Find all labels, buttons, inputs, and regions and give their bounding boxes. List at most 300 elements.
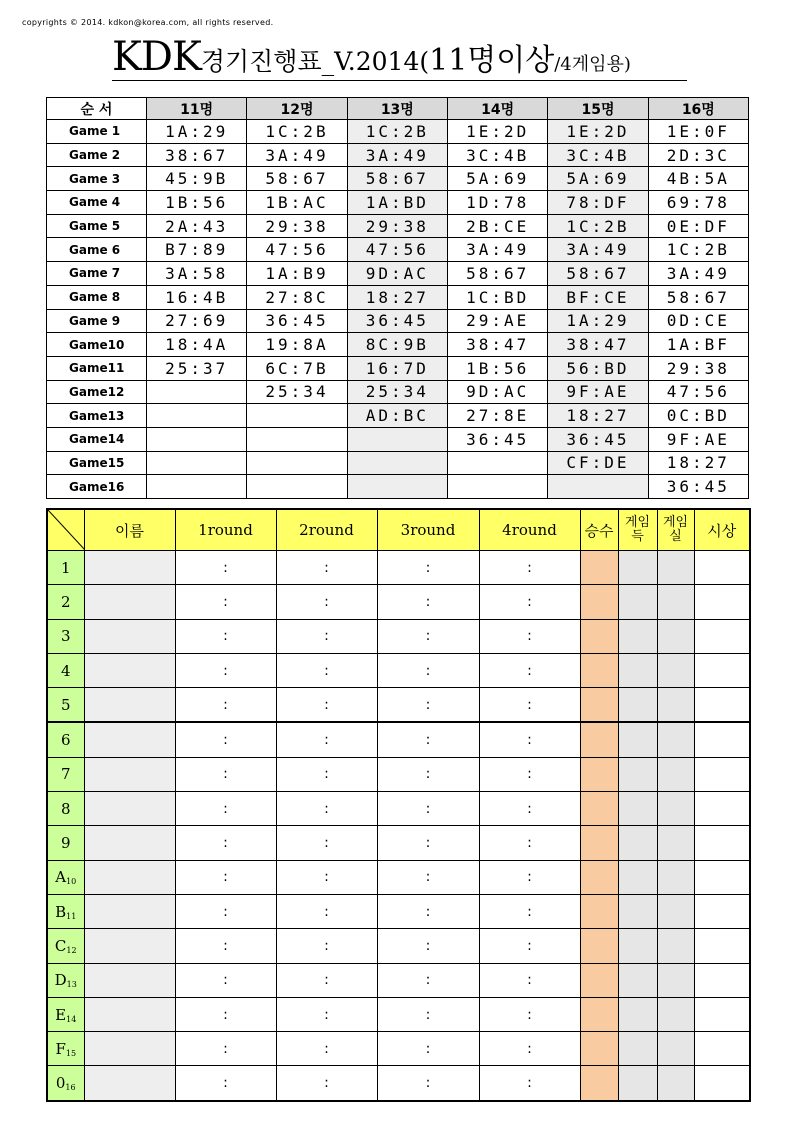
match-cell: 16:7D [347, 356, 447, 380]
match-cell: BF:CE [548, 285, 648, 309]
player-number-main: 0 [55, 1074, 66, 1093]
award-field[interactable] [694, 997, 750, 1031]
wins-field[interactable] [580, 826, 618, 860]
games-won-field[interactable] [618, 792, 657, 826]
match-cell [247, 427, 347, 451]
match-cell: 1B:AC [247, 191, 347, 215]
diagonal-corner-cell [47, 509, 84, 551]
player-name-field[interactable] [84, 860, 175, 894]
player-row [47, 619, 750, 653]
match-cell: 18:4A [147, 333, 247, 357]
games-won-field[interactable] [618, 860, 657, 894]
schedule-header-12: 12명 [247, 98, 347, 120]
player-number-sub: 13 [66, 980, 77, 990]
player-name-field[interactable] [84, 1066, 175, 1101]
player-number-main: F [55, 1039, 66, 1058]
games-won-field[interactable] [618, 757, 657, 791]
player-name-field[interactable] [84, 792, 175, 826]
award-field[interactable] [694, 653, 750, 687]
player-name-field[interactable] [84, 894, 175, 928]
player-number [47, 1066, 84, 1101]
round-score-field[interactable]: : [276, 792, 377, 826]
game-label: Game 9 [47, 309, 147, 333]
round-score-field[interactable]: : [175, 792, 276, 826]
round-score-field[interactable]: : [377, 757, 479, 791]
award-field[interactable] [694, 722, 750, 757]
award-field[interactable] [694, 963, 750, 997]
games-lost-field[interactable] [657, 826, 694, 860]
player-name-field[interactable] [84, 653, 175, 687]
round-score-field[interactable]: : [175, 757, 276, 791]
match-cell [347, 451, 447, 475]
match-cell: 58:67 [347, 167, 447, 191]
schedule-header-row [47, 98, 749, 120]
player-number [47, 722, 84, 757]
match-cell: CF:DE [548, 451, 648, 475]
match-cell [447, 475, 547, 499]
match-cell: 36:45 [648, 475, 748, 499]
player-number [47, 826, 84, 860]
games-lost-field[interactable] [657, 963, 694, 997]
round-score-field[interactable]: : [479, 653, 580, 687]
round-score-field[interactable]: : [377, 963, 479, 997]
match-cell: 2A:43 [147, 214, 247, 238]
match-cell: 1B:56 [147, 191, 247, 215]
match-cell: 56:BD [548, 356, 648, 380]
game-label: Game 1 [47, 120, 147, 144]
match-cell: 58:67 [648, 285, 748, 309]
games-won-field[interactable] [618, 894, 657, 928]
match-cell: 1B:56 [447, 356, 547, 380]
round-score-field[interactable]: : [479, 722, 580, 757]
round-score-field[interactable]: : [276, 894, 377, 928]
match-cell: 19:8A [247, 333, 347, 357]
round-score-field[interactable]: : [175, 894, 276, 928]
round-score-field[interactable]: : [175, 929, 276, 963]
round-score-field[interactable]: : [377, 585, 479, 619]
round-score-field[interactable]: : [377, 929, 479, 963]
title-main: 경기진행표_V.2014( [200, 47, 430, 76]
round-score-field[interactable]: : [479, 619, 580, 653]
round-score-field[interactable]: : [479, 551, 580, 585]
games-won-field[interactable] [618, 1032, 657, 1066]
match-cell: 29:38 [648, 356, 748, 380]
match-cell: 1A:29 [147, 120, 247, 144]
player-number-sub: 15 [65, 1048, 77, 1058]
player-number-sub: 11 [66, 911, 77, 921]
schedule-row [47, 380, 749, 404]
header-games-lost-top: 게임 [662, 515, 689, 530]
match-cell: 38:47 [548, 333, 648, 357]
award-field[interactable] [694, 585, 750, 619]
games-won-field[interactable] [618, 653, 657, 687]
schedule-row [47, 404, 749, 428]
schedule-row [47, 238, 749, 262]
title-kdk: KDK [112, 34, 201, 80]
round-score-field[interactable]: : [276, 1066, 377, 1101]
award-field[interactable] [694, 1032, 750, 1066]
games-lost-field[interactable] [657, 688, 694, 723]
wins-field[interactable] [580, 653, 618, 687]
award-field[interactable] [694, 688, 750, 723]
copyright-notice: copyrights © 2014. kdkon@korea.com, all rights reserved. [22, 18, 274, 27]
match-cell: 1A:BD [347, 191, 447, 215]
header-games-won-bottom: 득 [631, 529, 644, 544]
player-number [47, 997, 84, 1031]
match-cell: 1C:2B [347, 120, 447, 144]
round-score-field[interactable]: : [479, 826, 580, 860]
match-cell: 47:56 [347, 238, 447, 262]
award-field[interactable] [694, 894, 750, 928]
player-number-main: 2 [60, 592, 71, 611]
player-number-main: 3 [60, 627, 71, 646]
schedule-row [47, 262, 749, 286]
score-header-row [47, 509, 750, 551]
games-won-field[interactable] [618, 826, 657, 860]
game-label: Game12 [47, 380, 147, 404]
player-name-field[interactable] [84, 1032, 175, 1066]
match-cell: 8C:9B [347, 333, 447, 357]
player-number-main: 5 [60, 695, 71, 714]
wins-field[interactable] [580, 757, 618, 791]
match-cell: 3A:58 [147, 262, 247, 286]
match-cell [147, 427, 247, 451]
round-score-field[interactable]: : [276, 757, 377, 791]
player-name-field[interactable] [84, 826, 175, 860]
game-label: Game11 [47, 356, 147, 380]
award-field[interactable] [694, 929, 750, 963]
round-score-field[interactable]: : [479, 963, 580, 997]
games-won-field[interactable] [618, 688, 657, 723]
wins-field[interactable] [580, 585, 618, 619]
round-score-field[interactable]: : [377, 1066, 479, 1101]
round-score-field[interactable]: : [175, 585, 276, 619]
schedule-row [47, 143, 749, 167]
round-score-field[interactable]: : [276, 826, 377, 860]
round-score-field[interactable]: : [479, 997, 580, 1031]
round-score-field[interactable]: : [377, 551, 479, 585]
match-cell: 9D:AC [347, 262, 447, 286]
match-cell: 4B:5A [648, 167, 748, 191]
player-number [47, 757, 84, 791]
game-label: Game 2 [47, 143, 147, 167]
wins-field[interactable] [580, 860, 618, 894]
round-score-field[interactable]: : [276, 722, 377, 757]
round-score-field[interactable]: : [479, 929, 580, 963]
player-number [47, 894, 84, 928]
schedule-row [47, 167, 749, 191]
schedule-row [47, 333, 749, 357]
award-field[interactable] [694, 757, 750, 791]
round-score-field[interactable]: : [377, 997, 479, 1031]
player-row [47, 860, 750, 894]
header-name: 이름 [84, 509, 175, 551]
schedule-row [47, 356, 749, 380]
wins-field[interactable] [580, 619, 618, 653]
award-field[interactable] [694, 619, 750, 653]
game-label: Game 7 [47, 262, 147, 286]
player-number [47, 792, 84, 826]
schedule-header-11: 11명 [147, 98, 247, 120]
game-label: Game 8 [47, 285, 147, 309]
schedule-row [47, 427, 749, 451]
player-number-main: 1 [60, 558, 71, 577]
round-score-field[interactable]: : [479, 585, 580, 619]
player-number [47, 1032, 84, 1066]
match-cell: 1C:2B [648, 238, 748, 262]
wins-field[interactable] [580, 963, 618, 997]
player-row [47, 963, 750, 997]
match-cell: 29:38 [247, 214, 347, 238]
game-label: Game14 [47, 427, 147, 451]
header-wins: 승수 [580, 509, 618, 551]
player-name-field[interactable] [84, 757, 175, 791]
header-round-2: 2round [276, 509, 377, 551]
games-won-field[interactable] [618, 619, 657, 653]
round-score-field[interactable]: : [175, 963, 276, 997]
round-score-field[interactable]: : [276, 997, 377, 1031]
wins-field[interactable] [580, 929, 618, 963]
schedule-header-16: 16명 [648, 98, 748, 120]
round-score-field[interactable]: : [479, 860, 580, 894]
player-name-field[interactable] [84, 997, 175, 1031]
round-score-field[interactable]: : [175, 826, 276, 860]
games-won-field[interactable] [618, 963, 657, 997]
match-cell: 36:45 [347, 309, 447, 333]
schedule-row [47, 120, 749, 144]
match-cell [247, 475, 347, 499]
match-cell [147, 404, 247, 428]
round-score-field[interactable]: : [175, 1032, 276, 1066]
header-round-3: 3round [377, 509, 479, 551]
match-cell: 27:69 [147, 309, 247, 333]
round-score-field[interactable]: : [377, 792, 479, 826]
wins-field[interactable] [580, 722, 618, 757]
round-score-field[interactable]: : [175, 688, 276, 723]
wins-field[interactable] [580, 792, 618, 826]
match-cell: 29:38 [347, 214, 447, 238]
schedule-row [47, 475, 749, 499]
award-field[interactable] [694, 792, 750, 826]
round-score-field[interactable]: : [175, 860, 276, 894]
player-number-main: 6 [60, 731, 71, 750]
match-cell: 1A:BF [648, 333, 748, 357]
game-label: Game 4 [47, 191, 147, 215]
player-row [47, 722, 750, 757]
player-name-field[interactable] [84, 619, 175, 653]
match-cell: 16:4B [147, 285, 247, 309]
round-score-field[interactable]: : [377, 688, 479, 723]
match-cell: 29:AE [447, 309, 547, 333]
player-number [47, 653, 84, 687]
player-number-main: 7 [60, 765, 71, 784]
wins-field[interactable] [580, 551, 618, 585]
round-score-field[interactable]: : [276, 963, 377, 997]
match-cell: 27:8E [447, 404, 547, 428]
round-score-field[interactable]: : [175, 551, 276, 585]
round-score-field[interactable]: : [479, 894, 580, 928]
round-score-field[interactable]: : [479, 1066, 580, 1101]
round-score-field[interactable]: : [276, 1032, 377, 1066]
round-score-field[interactable]: : [276, 551, 377, 585]
round-score-field[interactable]: : [377, 619, 479, 653]
game-label: Game13 [47, 404, 147, 428]
round-score-field[interactable]: : [276, 860, 377, 894]
games-lost-field[interactable] [657, 860, 694, 894]
games-won-field[interactable] [618, 722, 657, 757]
games-lost-field[interactable] [657, 551, 694, 585]
player-name-field[interactable] [84, 585, 175, 619]
match-cell: 1A:B9 [247, 262, 347, 286]
match-cell: 36:45 [548, 427, 648, 451]
match-cell [147, 451, 247, 475]
header-games-won-top: 게임 [624, 515, 651, 530]
match-cell: 3A:49 [548, 238, 648, 262]
title-players: 11명이상 [429, 43, 555, 78]
match-cell: 0E:DF [648, 214, 748, 238]
games-lost-field[interactable] [657, 1032, 694, 1066]
round-score-field[interactable]: : [377, 826, 479, 860]
player-name-field[interactable] [84, 551, 175, 585]
header-games-lost-bottom: 실 [669, 529, 682, 544]
games-lost-field[interactable] [657, 929, 694, 963]
player-number [47, 688, 84, 723]
games-lost-field[interactable] [657, 653, 694, 687]
round-score-field[interactable]: : [175, 619, 276, 653]
match-cell [247, 404, 347, 428]
schedule-row [47, 451, 749, 475]
match-cell: 38:67 [147, 143, 247, 167]
player-name-field[interactable] [84, 963, 175, 997]
match-cell: 3C:4B [548, 143, 648, 167]
wins-field[interactable] [580, 688, 618, 723]
match-cell: 1D:78 [447, 191, 547, 215]
score-sheet-table [46, 508, 751, 1102]
schedule-header-order: 순 서 [47, 98, 147, 120]
match-cell: 3C:4B [447, 143, 547, 167]
round-score-field[interactable]: : [377, 722, 479, 757]
match-cell: 9F:AE [648, 427, 748, 451]
header-award: 시상 [694, 509, 750, 551]
games-lost-field[interactable] [657, 585, 694, 619]
games-lost-field[interactable] [657, 722, 694, 757]
match-cell: 78:DF [548, 191, 648, 215]
round-score-field[interactable]: : [276, 688, 377, 723]
player-number [47, 929, 84, 963]
match-cell: 3A:49 [247, 143, 347, 167]
match-cell: 18:27 [347, 285, 447, 309]
player-number-main: A [55, 868, 67, 887]
match-cell: 25:37 [147, 356, 247, 380]
game-label: Game 5 [47, 214, 147, 238]
wins-field[interactable] [580, 1032, 618, 1066]
match-cell: 1C:2B [548, 214, 648, 238]
player-number-sub: 16 [65, 1083, 76, 1093]
award-field[interactable] [694, 860, 750, 894]
award-field[interactable] [694, 826, 750, 860]
round-score-field[interactable]: : [276, 653, 377, 687]
round-score-field[interactable]: : [479, 688, 580, 723]
schedule-table [46, 97, 749, 499]
games-won-field[interactable] [618, 929, 657, 963]
wins-field[interactable] [580, 894, 618, 928]
games-lost-field[interactable] [657, 792, 694, 826]
match-cell: 18:27 [648, 451, 748, 475]
round-score-field[interactable]: : [276, 585, 377, 619]
match-cell: 1A:29 [548, 309, 648, 333]
round-score-field[interactable]: : [276, 929, 377, 963]
games-lost-field[interactable] [657, 619, 694, 653]
player-number-main: D [54, 971, 67, 990]
round-score-field[interactable]: : [479, 1032, 580, 1066]
wins-field[interactable] [580, 1066, 618, 1101]
match-cell: 1E:2D [447, 120, 547, 144]
diagonal-line-icon [48, 510, 85, 550]
round-score-field[interactable]: : [175, 653, 276, 687]
games-lost-field[interactable] [657, 894, 694, 928]
match-cell: 9D:AC [447, 380, 547, 404]
games-lost-field[interactable] [657, 997, 694, 1031]
schedule-header-15: 15명 [548, 98, 648, 120]
match-cell: 0D:CE [648, 309, 748, 333]
round-score-field[interactable]: : [377, 653, 479, 687]
player-number [47, 963, 84, 997]
games-won-field[interactable] [618, 551, 657, 585]
award-field[interactable] [694, 1066, 750, 1101]
round-score-field[interactable]: : [377, 860, 479, 894]
games-won-field[interactable] [618, 997, 657, 1031]
round-score-field[interactable]: : [175, 722, 276, 757]
player-number [47, 619, 84, 653]
game-label: Game 3 [47, 167, 147, 191]
match-cell: 25:34 [347, 380, 447, 404]
player-number-main: E [55, 1005, 67, 1024]
player-number-sub: 10 [66, 877, 77, 887]
round-score-field[interactable]: : [276, 619, 377, 653]
player-number [47, 551, 84, 585]
game-label: Game16 [47, 475, 147, 499]
wins-field[interactable] [580, 997, 618, 1031]
schedule-row [47, 285, 749, 309]
player-row [47, 551, 750, 585]
games-lost-field[interactable] [657, 1066, 694, 1101]
round-score-field[interactable]: : [479, 757, 580, 791]
game-label: Game15 [47, 451, 147, 475]
match-cell: 1C:BD [447, 285, 547, 309]
round-score-field[interactable]: : [175, 997, 276, 1031]
match-cell [147, 380, 247, 404]
round-score-field[interactable]: : [377, 894, 479, 928]
match-cell: 47:56 [648, 380, 748, 404]
player-name-field[interactable] [84, 688, 175, 723]
player-name-field[interactable] [84, 929, 175, 963]
games-won-field[interactable] [618, 1066, 657, 1101]
games-won-field[interactable] [618, 585, 657, 619]
round-score-field[interactable]: : [479, 792, 580, 826]
match-cell: 5A:69 [447, 167, 547, 191]
player-name-field[interactable] [84, 722, 175, 757]
award-field[interactable] [694, 551, 750, 585]
round-score-field[interactable]: : [175, 1066, 276, 1101]
round-score-field[interactable]: : [377, 1032, 479, 1066]
player-number-sub: 14 [66, 1014, 77, 1024]
player-row [47, 997, 750, 1031]
match-cell: 2D:3C [648, 143, 748, 167]
player-number-main: 9 [60, 834, 71, 853]
games-lost-field[interactable] [657, 757, 694, 791]
player-row [47, 792, 750, 826]
player-number [47, 585, 84, 619]
